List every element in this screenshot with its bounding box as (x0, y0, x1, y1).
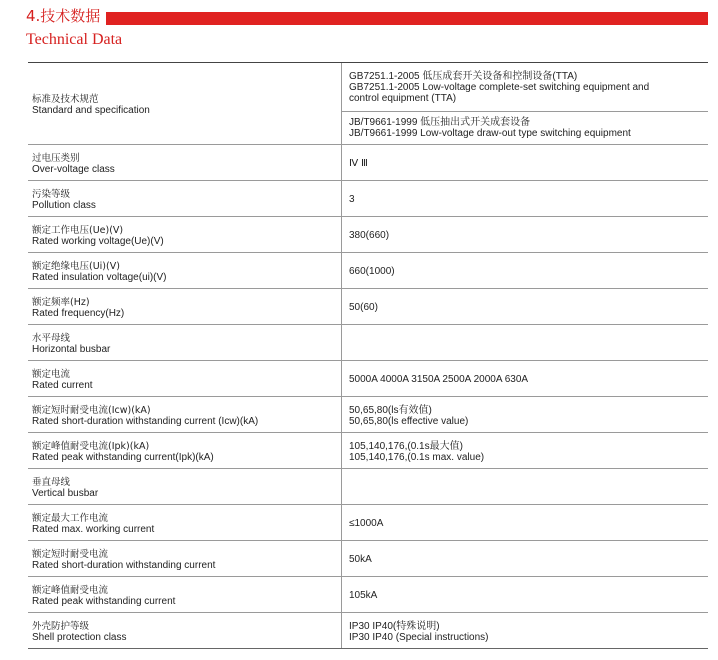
row-label (28, 325, 341, 360)
value-text: ≤1000A (349, 518, 384, 529)
row-value (341, 397, 708, 432)
table-row-pollution (28, 181, 708, 217)
standard-jbt9661 (342, 111, 708, 144)
table-row-max-working-current (28, 505, 708, 541)
table-row-rated-current (28, 361, 708, 397)
row-label (28, 63, 341, 144)
row-value (341, 145, 708, 180)
table-row-overvoltage (28, 145, 708, 181)
label-en: Horizontal busbar (32, 343, 111, 355)
label-cn: 额定峰值耐受电流 (32, 584, 109, 596)
value-text: 50(60) (349, 302, 378, 313)
table-row-horizontal-busbar (28, 325, 708, 361)
table-row-peak-withstanding (28, 577, 708, 613)
technical-data-table (28, 62, 708, 649)
row-label (28, 613, 341, 648)
label-cn: 额定工作电压(Ue)(V) (32, 224, 124, 236)
value-text: 105kA (349, 590, 378, 601)
value-text: 3 (349, 194, 355, 205)
row-label (28, 505, 341, 540)
row-value (341, 325, 708, 360)
row-value (341, 469, 708, 504)
row-label (28, 433, 341, 468)
value-text: IP30 IP40(特殊说明) (349, 620, 440, 632)
table-row-icw (28, 397, 708, 433)
row-value (341, 505, 708, 540)
row-value (341, 541, 708, 576)
value-line: GB7251.1-2005 低压成套开关设备和控制设备(TTA) (349, 70, 578, 82)
label-en: Rated max. working current (32, 523, 155, 535)
label-cn: 额定短时耐受电流 (32, 548, 109, 560)
row-value (341, 433, 708, 468)
value-line: JB/T9661-1999 Low-voltage draw-out type switching equipment (349, 128, 631, 139)
section-title-cn: 4.技术数据 (26, 7, 101, 25)
label-cn: 过电压类别 (32, 152, 80, 164)
value-line: control equipment (TTA) (349, 92, 457, 104)
label-cn: 额定短时耐受电流(Icw)(kA) (32, 404, 151, 416)
value-line: GB7251.1-2005 Low-voltage complete-set switching equipment and (349, 81, 650, 93)
row-label (28, 217, 341, 252)
label-cn: 外壳防护等级 (32, 620, 90, 632)
value-text: 50kA (349, 554, 372, 565)
value-line: JB/T9661-1999 低压抽出式开关成套设备 (349, 117, 531, 128)
label-en: Rated current (32, 379, 93, 391)
row-label (28, 541, 341, 576)
label-en: Rated working voltage(Ue)(V) (32, 235, 164, 247)
value-text: 5000A 4000A 3150A 2500A 2000A 630A (349, 374, 529, 385)
row-label (28, 289, 341, 324)
label-cn: 水平母线 (32, 332, 71, 344)
label-en: Standard and specification (32, 104, 150, 116)
label-cn: 额定最大工作电流 (32, 512, 109, 524)
value-text-en: 50,65,80(ls effective value) (349, 415, 469, 427)
table-row-working-voltage (28, 217, 708, 253)
value-text: 660(1000) (349, 266, 395, 277)
row-value (341, 613, 708, 648)
row-label (28, 181, 341, 216)
row-label (28, 253, 341, 288)
row-value (341, 577, 708, 612)
row-label (28, 397, 341, 432)
label-en: Pollution class (32, 199, 96, 211)
section-header (0, 0, 718, 60)
value-text: 50,65,80(ls有效值) (349, 404, 432, 416)
value-text: 380(660) (349, 230, 390, 241)
value-text-en: 105,140,176,(0.1s max. value) (349, 451, 485, 463)
label-en: Rated frequency(Hz) (32, 307, 125, 319)
label-cn: 额定频率(Hz) (32, 296, 90, 308)
label-cn: 额定峰值耐受电流(Ipk)(kA) (32, 440, 150, 452)
table-row-protection-class (28, 613, 708, 649)
row-label (28, 469, 341, 504)
row-label (28, 145, 341, 180)
row-value (341, 289, 708, 324)
value-text-en: IP30 IP40 (Special instructions) (349, 631, 489, 643)
row-value (341, 217, 708, 252)
label-en: Rated peak withstanding current(Ipk)(kA) (32, 451, 214, 463)
label-cn: 污染等级 (32, 188, 71, 200)
row-label (28, 577, 341, 612)
label-en: Rated insulation voltage(ui)(V) (32, 271, 167, 283)
table-row-short-duration (28, 541, 708, 577)
label-cn: 垂直母线 (32, 476, 71, 488)
table-row-insulation-voltage (28, 253, 708, 289)
label-en: Over-voltage class (32, 163, 115, 175)
section-title-en: Technical Data (26, 31, 123, 48)
label-en: Rated peak withstanding current (32, 595, 176, 607)
row-label (28, 361, 341, 396)
value-text: Ⅳ Ⅲ (349, 158, 368, 169)
label-cn: 标准及技术规范 (32, 93, 99, 105)
row-value (341, 253, 708, 288)
label-en: Vertical busbar (32, 487, 99, 499)
row-value (341, 63, 708, 144)
label-cn: 额定电流 (32, 368, 71, 380)
row-value (341, 361, 708, 396)
table-row-frequency (28, 289, 708, 325)
table-row-ipk (28, 433, 708, 469)
standard-gb7251 (342, 63, 708, 111)
table-row-standard (28, 63, 708, 145)
label-en: Rated short-duration withstanding current (Icw)(kA) (32, 415, 259, 427)
label-en: Shell protection class (32, 631, 127, 643)
value-text: 105,140,176,(0.1s最大值) (349, 440, 463, 452)
table-row-vertical-busbar (28, 469, 708, 505)
row-value (341, 181, 708, 216)
title-accent-bar (106, 12, 708, 25)
label-en: Rated short-duration withstanding current (32, 559, 216, 571)
label-cn: 额定绝缘电压(Ui)(V) (32, 260, 120, 272)
